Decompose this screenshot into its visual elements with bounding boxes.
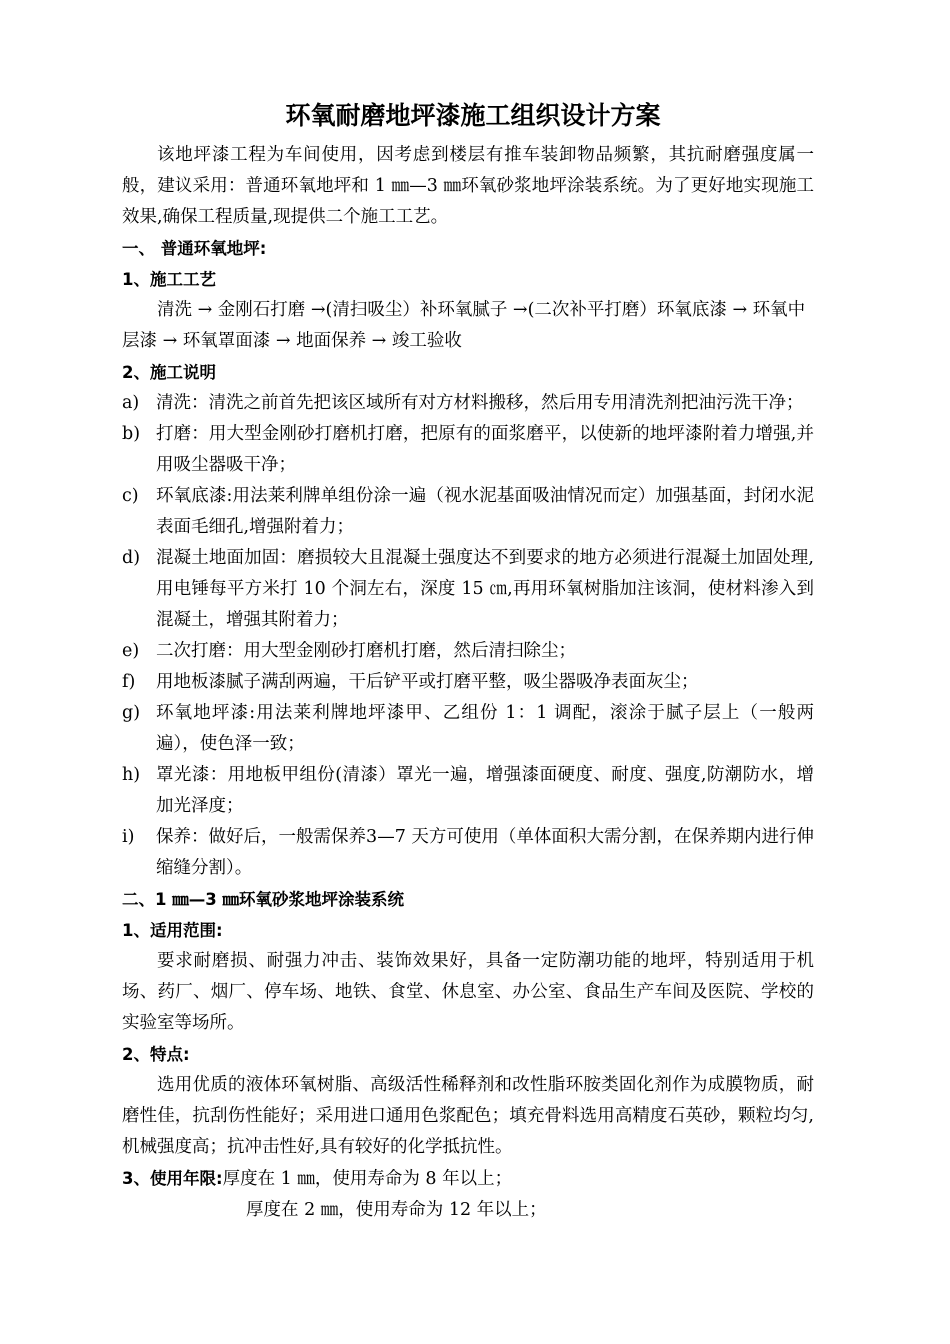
list-marker: f) — [122, 672, 136, 692]
list-item-text: 用地板漆腻子满刮两遍，干后铲平或打磨平整，吸尘器吸净表面灰尘； — [156, 672, 699, 692]
process-heading: 1、施工工艺 — [122, 270, 216, 289]
list-marker: d) — [122, 548, 141, 568]
list-marker: b) — [122, 424, 141, 444]
list-item-text: 清洗：清洗之前首先把该区域所有对方材料搬移，然后用专用清洗剂把油污洗干净； — [156, 393, 804, 413]
process-flow: 清洗 → 金刚石打磨 →(清扫吸尘）补环氧腻子 →(二次补平打磨）环氧底漆 → 环氧中层漆 → 环氧罩面漆 → 地面保养 → 竣工验收 — [122, 300, 806, 351]
list-item-text: 保养：做好后，一般需保养3—7 天方可使用（单体面积大需分割，在保养期内进行伸缩缝分割）。 — [156, 827, 814, 878]
list-item-text: 二次打磨：用大型金刚砂打磨机打磨，然后清扫除尘； — [156, 641, 576, 661]
list-item — [122, 760, 814, 822]
usage-row-2 — [122, 1195, 814, 1226]
features-heading: 2、特点: — [122, 1045, 190, 1064]
list-item-text: 混凝土地面加固：磨损较大且混凝土强度达不到要求的地方必须进行混凝土加固处理,用电锤每平方米打 10 个洞左右，深度 15 ㎝,再用环氧树脂加注该洞，使材料渗入到混凝土，增强其附着力； — [156, 548, 814, 630]
usage-line: 厚度在 2 ㎜，使用寿命为 12 年以上； — [246, 1200, 547, 1220]
list-marker: h) — [122, 765, 141, 785]
list-marker: i) — [122, 827, 135, 847]
list-item-text: 打磨：用大型金刚砂打磨机打磨，把原有的面浆磨平，以使新的地坪漆附着力增强,并用吸尘器吸干净； — [156, 424, 814, 475]
list-item — [122, 698, 814, 760]
list-item — [122, 481, 814, 543]
section2-heading: 二、1 ㎜—3 ㎜环氧砂浆地坪涂装系统 — [122, 890, 404, 909]
list-marker: a) — [122, 393, 140, 413]
list-marker: c) — [122, 486, 139, 506]
notes-list — [122, 388, 814, 884]
list-item-text: 环氧地坪漆:用法莱利牌地坪漆甲、乙组份 1：1 调配，滚涂于腻子层上（一般两遍），使色泽一致； — [156, 703, 814, 754]
list-marker: e) — [122, 641, 140, 661]
list-item — [122, 667, 814, 698]
list-marker: g) — [122, 703, 141, 723]
list-item-text: 罩光漆：用地板甲组份(清漆）罩光一遍，增强漆面硬度、耐度、强度,防潮防水，增加光泽度； — [156, 765, 814, 816]
list-item — [122, 636, 814, 667]
list-item — [122, 543, 814, 636]
usage-row-1 — [122, 1163, 814, 1195]
usage-line: 厚度在 1 ㎜，使用寿命为 8 年以上； — [222, 1169, 513, 1189]
list-item — [122, 419, 814, 481]
document-title: 环氧耐磨地坪漆施工组织设计方案 — [285, 101, 661, 130]
list-item — [122, 388, 814, 419]
list-item — [122, 822, 814, 884]
usage-heading: 3、使用年限: — [122, 1169, 223, 1188]
list-item-text: 环氧底漆:用法莱利牌单组份涂一遍（视水泥基面吸油情况而定）加强基面，封闭水泥表面毛细孔,增强附着力； — [156, 486, 814, 537]
scope-heading: 1、适用范围: — [122, 921, 223, 940]
scope-paragraph: 要求耐磨损、耐强力冲击、装饰效果好，具备一定防潮功能的地坪，特别适用于机场、药厂、烟厂、停车场、地铁、食堂、休息室、办公室、食品生产车间及医院、学校的实验室等场所。 — [122, 951, 814, 1033]
section1-heading: 一、 普通环氧地坪: — [122, 239, 267, 258]
notes-heading: 2、施工说明 — [122, 363, 216, 382]
features-paragraph: 选用优质的液体环氧树脂、高级活性稀释剂和改性脂环胺类固化剂作为成膜物质，耐磨性佳，抗刮伤性能好；采用进口通用色浆配色；填充骨料选用高精度石英砂，颗粒均匀,机械强度高；抗冲击性好,具有较好的化学抵抗性。 — [122, 1075, 814, 1157]
intro-paragraph: 该地坪漆工程为车间使用，因考虑到楼层有推车装卸物品频繁，其抗耐磨强度属一般，建议采用：普通环氧地坪和 1 ㎜—3 ㎜环氧砂浆地坪涂装系统。为了更好地实现施工效果,确保工程质量,现提供二个施工工艺。 — [122, 145, 814, 227]
